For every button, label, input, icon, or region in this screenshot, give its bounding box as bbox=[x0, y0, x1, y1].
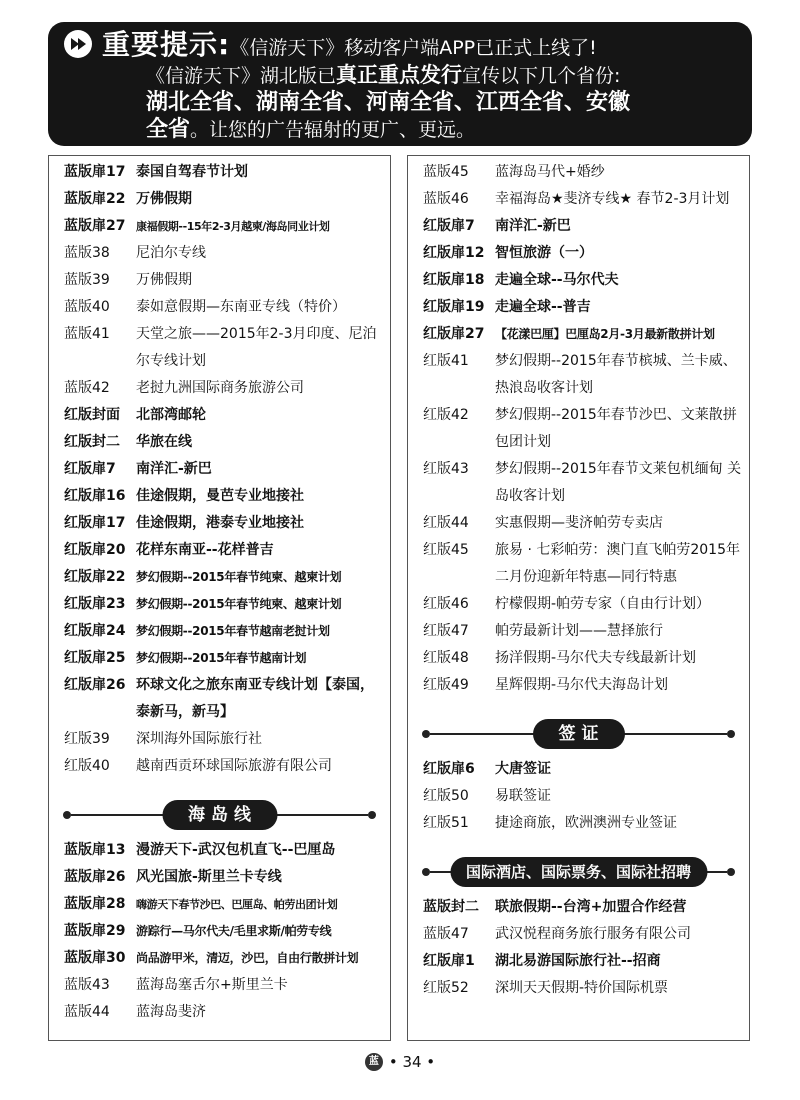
page-code: 蓝版47 bbox=[423, 926, 469, 942]
list-item bbox=[408, 618, 749, 645]
entry-description: 旅易 · 七彩帕劳：澳门直飞帕劳2015年二月份迎新年特惠—同行特惠 bbox=[495, 542, 740, 585]
page-code: 红版扉6 bbox=[423, 761, 475, 777]
list-item bbox=[49, 945, 390, 972]
list-item bbox=[408, 810, 749, 837]
page-code: 蓝版扉22 bbox=[64, 191, 126, 207]
page-code: 蓝版40 bbox=[64, 299, 110, 315]
entry-description: 扬洋假期-马尔代夫专线最新计划 bbox=[495, 650, 697, 666]
entry-description: 梦幻假期--2015年春节文莱包机缅甸 关岛收客计划 bbox=[495, 461, 742, 504]
page-number: • 34 • bbox=[388, 1053, 436, 1071]
section-title: 海岛线 bbox=[162, 800, 277, 830]
entry-description: 智恒旅游（一） bbox=[495, 245, 593, 261]
page-code: 红版扉26 bbox=[64, 677, 126, 693]
entry-description: 深圳海外国际旅行社 bbox=[136, 731, 262, 747]
entry-description: 梦幻假期--2015年春节沙巴、文莱散拼包团计划 bbox=[495, 407, 737, 450]
page-code: 蓝版38 bbox=[64, 245, 110, 261]
page-code: 红版封二 bbox=[64, 434, 120, 450]
page-code: 蓝版扉27 bbox=[64, 218, 126, 234]
entry-description: 梦幻假期--2015年春节纯柬、越柬计划 bbox=[136, 597, 342, 611]
divider-dot bbox=[63, 811, 71, 819]
entry-description: 康福假期--15年2-3月越柬/海岛同业计划 bbox=[136, 220, 330, 233]
page-code: 红版44 bbox=[423, 515, 469, 531]
page-code: 蓝版扉26 bbox=[64, 869, 126, 885]
banner-line-2 bbox=[64, 62, 738, 90]
entry-description: 越南西贡环球国际旅游有限公司 bbox=[136, 758, 332, 774]
left-column bbox=[48, 155, 391, 1041]
page-code: 红版扉22 bbox=[64, 569, 126, 585]
banner-text: 宣传以下几个省份: bbox=[462, 65, 621, 87]
page-code: 红版扉19 bbox=[423, 299, 485, 315]
page-code: 红版49 bbox=[423, 677, 469, 693]
list-item bbox=[49, 483, 390, 510]
entry-description: 风光国旅-斯里兰卡专线 bbox=[136, 869, 282, 885]
list-item bbox=[49, 726, 390, 753]
entry-description: 南洋汇-新巴 bbox=[495, 218, 571, 234]
entry-description: 花样东南亚--花样普吉 bbox=[136, 542, 274, 558]
entry-description: 尚品游甲米，清迈，沙巴，自由行散拼计划 bbox=[136, 951, 359, 965]
page-code: 蓝版45 bbox=[423, 164, 469, 180]
page-code: 红版52 bbox=[423, 980, 469, 996]
entry-description: 游踪行—马尔代夫/毛里求斯/帕劳专线 bbox=[136, 924, 332, 938]
list-item bbox=[408, 756, 749, 783]
list-item bbox=[408, 645, 749, 672]
page-code: 红版封面 bbox=[64, 407, 120, 423]
list-item bbox=[408, 267, 749, 294]
notice-banner bbox=[48, 22, 752, 146]
list-item bbox=[49, 429, 390, 456]
page-code: 红版扉17 bbox=[64, 515, 126, 531]
list-item bbox=[49, 753, 390, 780]
list-item bbox=[49, 267, 390, 294]
entry-description: 走遍全球--马尔代夫 bbox=[495, 272, 619, 288]
banner-line-3 bbox=[64, 90, 738, 117]
page-code: 蓝版46 bbox=[423, 191, 469, 207]
entry-description: 泰如意假期—东南亚专线（特价） bbox=[136, 299, 346, 315]
entry-description: 老挝九洲国际商务旅游公司 bbox=[136, 380, 304, 396]
list-item bbox=[49, 321, 390, 375]
page-code: 蓝版封二 bbox=[423, 899, 479, 915]
entry-description: 柠檬假期-帕劳专家（自由行计划） bbox=[495, 596, 711, 612]
page-code: 红版扉16 bbox=[64, 488, 126, 504]
page-code: 红版45 bbox=[423, 542, 469, 558]
entry-description: 梦幻假期--2015年春节槟城、兰卡威、热浪岛收客计划 bbox=[495, 353, 737, 396]
entry-description: 【花漾巴厘】巴厘岛2月-3月最新散拼计划 bbox=[495, 327, 715, 341]
entry-description: 尼泊尔专线 bbox=[136, 245, 206, 261]
banner-provinces: 湖北全省、湖南全省、河南全省、江西全省、安徽 bbox=[146, 90, 631, 115]
page-code: 红版50 bbox=[423, 788, 469, 804]
list-item bbox=[408, 348, 749, 402]
list-item bbox=[408, 321, 749, 348]
entry-description: 嗨游天下春节沙巴、巴厘岛、帕劳出团计划 bbox=[136, 898, 338, 911]
entry-description: 走遍全球--普吉 bbox=[495, 299, 591, 315]
divider-dot bbox=[422, 730, 430, 738]
list-item bbox=[408, 948, 749, 975]
list-item bbox=[49, 864, 390, 891]
list-item bbox=[49, 891, 390, 918]
page-code: 红版42 bbox=[423, 407, 469, 423]
page-code: 蓝版扉28 bbox=[64, 896, 126, 912]
divider-dot bbox=[368, 811, 376, 819]
entry-description: 佳途假期，港泰专业地接社 bbox=[136, 515, 304, 531]
entry-description: 蓝海岛斐济 bbox=[136, 1004, 206, 1020]
list-item bbox=[49, 645, 390, 672]
entry-description: 北部湾邮轮 bbox=[136, 407, 206, 423]
banner-heading: 重要提示: bbox=[102, 28, 231, 61]
section-header-island bbox=[63, 798, 376, 832]
page-code: 红版扉1 bbox=[423, 953, 475, 969]
entry-description: 万佛假期 bbox=[136, 191, 192, 207]
page-code: 红版扉25 bbox=[64, 650, 126, 666]
list-item bbox=[49, 618, 390, 645]
list-item bbox=[49, 591, 390, 618]
left-index-list bbox=[49, 156, 390, 780]
banner-app-notice: 《信游天下》移动客户端APP已正式上线了! bbox=[230, 37, 597, 59]
page-code: 红版扉7 bbox=[64, 461, 116, 477]
list-item bbox=[408, 294, 749, 321]
edition-logo-icon: 蓝 bbox=[365, 1053, 383, 1071]
entry-description: 梦幻假期--2015年春节越南计划 bbox=[136, 651, 307, 665]
list-item bbox=[49, 510, 390, 537]
list-item bbox=[49, 837, 390, 864]
page-code: 蓝版扉13 bbox=[64, 842, 126, 858]
entry-description: 捷途商旅，欧洲澳洲专业签证 bbox=[495, 815, 677, 831]
list-item bbox=[408, 456, 749, 510]
list-item bbox=[49, 402, 390, 429]
list-item bbox=[49, 537, 390, 564]
list-item bbox=[49, 564, 390, 591]
list-item bbox=[49, 375, 390, 402]
page-code: 红版扉20 bbox=[64, 542, 126, 558]
list-item bbox=[49, 456, 390, 483]
list-item bbox=[408, 975, 749, 1002]
right-index-list bbox=[408, 156, 749, 699]
banner-text: 《信游天下》湖北版已 bbox=[146, 65, 337, 87]
entry-description: 湖北易游国际旅行社--招商 bbox=[495, 953, 661, 969]
page-code: 蓝版42 bbox=[64, 380, 110, 396]
section-title: 签证 bbox=[533, 719, 625, 749]
entry-description: 梦幻假期--2015年春节越南老挝计划 bbox=[136, 624, 330, 638]
list-item bbox=[49, 672, 390, 726]
page-code: 红版40 bbox=[64, 758, 110, 774]
page-code: 红版扉24 bbox=[64, 623, 126, 639]
entry-description: 万佛假期 bbox=[136, 272, 192, 288]
page-code: 蓝版43 bbox=[64, 977, 110, 993]
list-item bbox=[408, 894, 749, 921]
list-item bbox=[408, 402, 749, 456]
page-code: 红版41 bbox=[423, 353, 469, 369]
page-code: 红版扉7 bbox=[423, 218, 475, 234]
list-item bbox=[49, 213, 390, 240]
banner-provinces-end: 全省 bbox=[146, 117, 191, 142]
page-code: 红版扉18 bbox=[423, 272, 485, 288]
island-index-list bbox=[49, 834, 390, 1026]
section-header-hotel bbox=[422, 855, 735, 889]
page-code: 红版51 bbox=[423, 815, 469, 831]
divider-dot bbox=[727, 730, 735, 738]
list-item bbox=[408, 213, 749, 240]
page-code: 红版47 bbox=[423, 623, 469, 639]
entry-description: 幸福海岛★斐济专线★ 春节2-3月计划 bbox=[495, 191, 730, 207]
entry-description: 梦幻假期--2015年春节纯柬、越柬计划 bbox=[136, 570, 342, 584]
entry-description: 佳途假期，曼芭专业地接社 bbox=[136, 488, 304, 504]
page-code: 蓝版41 bbox=[64, 326, 110, 342]
page-code: 红版43 bbox=[423, 461, 469, 477]
entry-description: 华旅在线 bbox=[136, 434, 192, 450]
entry-description: 泰国自驾春节计划 bbox=[136, 164, 248, 180]
list-item bbox=[49, 186, 390, 213]
entry-description: 漫游天下-武汉包机直飞--巴厘岛 bbox=[136, 842, 336, 858]
entry-description: 环球文化之旅东南亚专线计划【泰国，泰新马，新马】 bbox=[136, 677, 374, 720]
list-item bbox=[408, 510, 749, 537]
entry-description: 武汉悦程商务旅行服务有限公司 bbox=[495, 926, 691, 942]
section-title: 国际酒店、国际票务、国际社招聘 bbox=[450, 857, 707, 887]
visa-index-list bbox=[408, 753, 749, 837]
entry-description: 大唐签证 bbox=[495, 761, 551, 777]
page-code: 蓝版44 bbox=[64, 1004, 110, 1020]
page-code: 红版48 bbox=[423, 650, 469, 666]
list-item bbox=[408, 159, 749, 186]
entry-description: 南洋汇-新巴 bbox=[136, 461, 212, 477]
page-code: 蓝版39 bbox=[64, 272, 110, 288]
banner-line-1 bbox=[64, 30, 738, 62]
list-item bbox=[49, 972, 390, 999]
double-arrow-icon bbox=[64, 30, 92, 58]
list-item bbox=[408, 672, 749, 699]
entry-description: 联旅假期--台湾+加盟合作经营 bbox=[495, 899, 687, 915]
entry-description: 帕劳最新计划——慧择旅行 bbox=[495, 623, 663, 639]
page-code: 红版扉23 bbox=[64, 596, 126, 612]
list-item bbox=[408, 783, 749, 810]
entry-description: 深圳天天假期-特价国际机票 bbox=[495, 980, 669, 996]
entry-description: 蓝海岛塞舌尔+斯里兰卡 bbox=[136, 977, 288, 993]
list-item bbox=[49, 999, 390, 1026]
divider-dot bbox=[727, 868, 735, 876]
right-column bbox=[407, 155, 750, 1041]
page-code: 红版扉27 bbox=[423, 326, 485, 342]
list-item bbox=[408, 240, 749, 267]
list-item bbox=[49, 240, 390, 267]
banner-emphasis: 真正重点发行 bbox=[336, 63, 463, 87]
list-item bbox=[49, 294, 390, 321]
page-footer bbox=[0, 1050, 800, 1074]
page-code: 红版扉12 bbox=[423, 245, 485, 261]
entry-description: 天堂之旅——2015年2-3月印度、尼泊尔专线计划 bbox=[136, 326, 377, 369]
entry-description: 实惠假期—斐济帕劳专卖店 bbox=[495, 515, 663, 531]
page-code: 红版46 bbox=[423, 596, 469, 612]
list-item bbox=[408, 591, 749, 618]
page-code: 蓝版扉17 bbox=[64, 164, 126, 180]
banner-line-4 bbox=[64, 117, 738, 144]
page-code: 蓝版扉29 bbox=[64, 923, 126, 939]
hotel-index-list bbox=[408, 891, 749, 1002]
page-code: 蓝版扉30 bbox=[64, 950, 126, 966]
list-item bbox=[49, 918, 390, 945]
entry-description: 蓝海岛马代+婚纱 bbox=[495, 164, 605, 180]
list-item bbox=[408, 186, 749, 213]
entry-description: 易联签证 bbox=[495, 788, 551, 804]
banner-slogan: 。让您的广告辐射的更广、更远。 bbox=[190, 119, 476, 141]
list-item bbox=[408, 921, 749, 948]
page-code: 红版39 bbox=[64, 731, 110, 747]
list-item bbox=[408, 537, 749, 591]
divider-dot bbox=[422, 868, 430, 876]
entry-description: 星辉假期-马尔代夫海岛计划 bbox=[495, 677, 669, 693]
section-header-visa bbox=[422, 717, 735, 751]
list-item bbox=[49, 159, 390, 186]
